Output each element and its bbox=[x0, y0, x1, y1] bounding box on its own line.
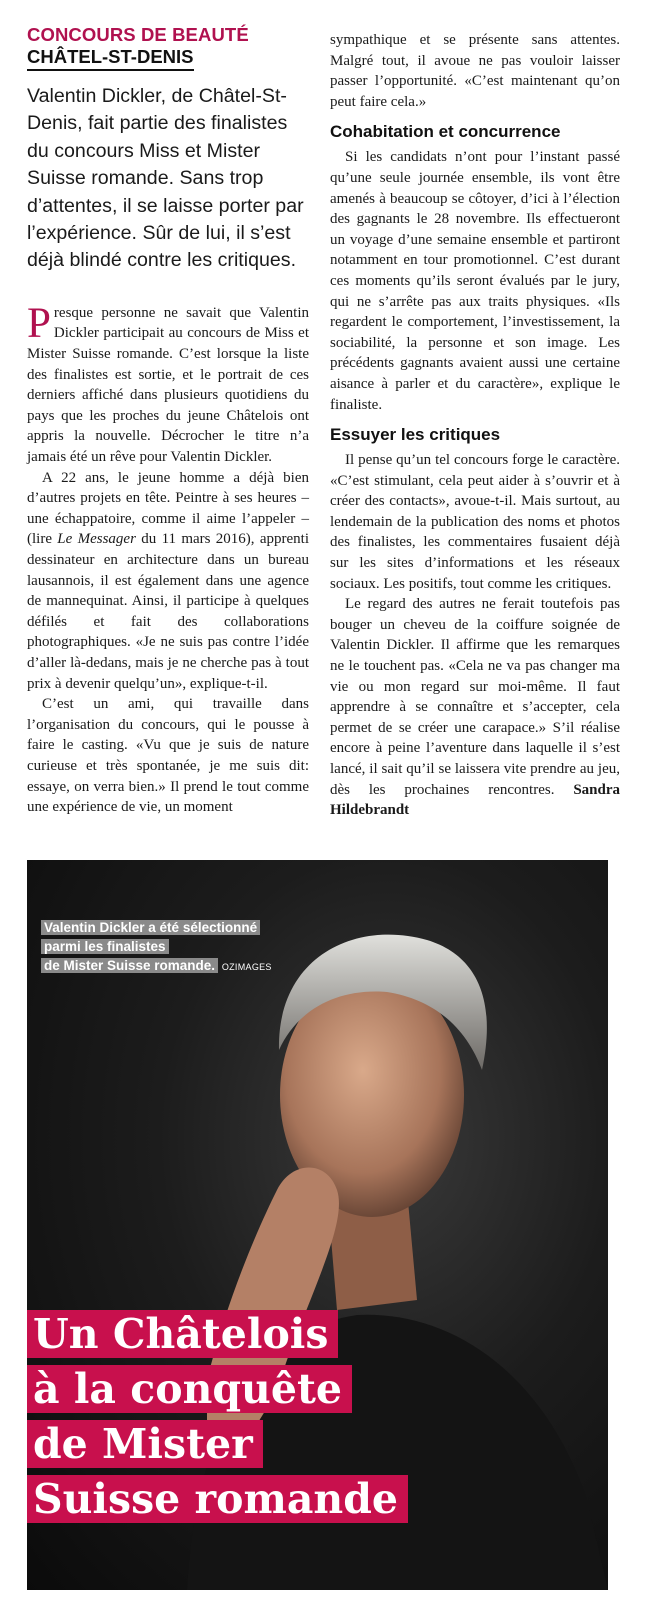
drop-cap: P bbox=[27, 299, 51, 347]
right-column bbox=[330, 0, 620, 821]
location-label: CHÂTEL-ST-DENIS bbox=[27, 46, 194, 71]
paragraph-4: Si les candidats n’ont pour l’instant passé qu’une seule journée ensemble, ils vont être amenés à beaucoup se côtoyer, d’ici à l’élection des gagnants le 28 novembre. Ils effectueront un voyage d’une semaine ensemble et partiront notamment en tour promotionnel. C’est durant ces moments qu’ils seront évalués par le jury, qui ne s’arrête pas aux traits physiques. «Ils regardent le comportement, l’investissement, la sociabilité, la personne et son image. Les précédents gagnants avaient aussi une certaine aisance à parler et du caractère», explique le finaliste. bbox=[330, 149, 620, 413]
article-body-right bbox=[330, 30, 620, 821]
paragraph-2: A 22 ans, le jeune homme a déjà bien d’autres projets en tête. Peintre à ses heures – une échappatoire, comme il aime l’appeler – (lire Le Messager du 11 mars 2016), apprenti dessinateur en architecture dans un bureau lausannois, il est également dans une agence de mannequinat. Ainsi, il participe à quelques défilés et fait des collaborations photographiques. «Je ne suis pas contre l’idée d’aller là-dedans, mais je ne cherche pas à tout prix à devenir quelqu’un», explique-t-il. bbox=[27, 469, 309, 692]
paragraph-6: Le regard des autres ne ferait toutefois pas bouger un cheveu de la coiffure soignée de Valentin Dickler. Il affirme que les remarques ne le touchent pas. «Cela ne va pas changer ma vie ou mon regard sur moi-même. Il faut apprendre à se connaître et s’accepter, cela permet de se créer une carapace.» S’il réalise encore à peine l’aventure dans laquelle il s’est lancé, il sait qu’il se laissera vite prendre au jeu, dès les prochaines rencontres. Sandra Hildebrandt bbox=[330, 596, 620, 819]
left-column bbox=[27, 0, 309, 818]
paragraph-5: Il pense qu’un tel concours forge le caractère. «C’est stimulant, cela peut aider à s’ouvrir et à créer des contacts», avoue-t-il. Mais surtout, au lendemain de la publication des noms et photos des finalistes, les commentaires fusaient déjà sur les sites d’informations et les réseaux sociaux. Les positifs, tout comme les critiques. bbox=[330, 452, 620, 592]
subheading-critiques: Essuyer les critiques bbox=[330, 425, 501, 445]
photo-credit: OZIMAGES bbox=[221, 962, 272, 972]
photo-caption: Valentin Dickler a été sélectionné parmi les finalistes de Mister Suisse romande. OZIMAGES bbox=[41, 918, 281, 977]
newspaper-name: Le Messager bbox=[57, 531, 136, 548]
author-byline: Sandra Hildebrandt bbox=[330, 781, 620, 819]
article-headline: Un Châtelois à la conquête de Mister Suisse romande bbox=[27, 1308, 587, 1528]
article-body-left bbox=[27, 299, 309, 818]
subheading-cohabitation: Cohabitation et concurrence bbox=[330, 122, 561, 142]
article-lead: Valentin Dickler, de Châtel-St-Denis, fait partie des finalistes du concours Miss et Mister Suisse romande. Sans trop d’attentes, il se laisse porter par l’expérience. Sûr de lui, il s’est déjà blindé contre les critiques. bbox=[27, 85, 304, 272]
paragraph-continued: sympathique et se présente sans attentes. Malgré tout, il avoue ne pas vouloir laisser passer l’opportunité. «C’est maintenant qu’on peut faire cela.» bbox=[330, 32, 620, 110]
paragraph-3: C’est un ami, qui travaille dans l’organisation du concours, qui le pousse à faire le casting. «Vu que je suis de nature curieuse et très spontanée, je me suis dit: essaye, on verra bien.» Il prend le tout comme une expérience de vie, un moment bbox=[27, 696, 309, 816]
portrait-photo bbox=[27, 860, 608, 1590]
rubric-kicker: CONCOURS DE BEAUTÉ bbox=[27, 24, 249, 45]
paragraph-1: Presque personne ne savait que Valentin Dickler participait au concours de Miss et Mister Suisse romande. C’est lorsque la liste des finalistes est sortie, et le portrait de ces derniers affiché dans plusieurs quotidiens du pays que les proches du jeune Châtelois ont appris la nouvelle. Décrocher le titre n’a jamais été un rêve pour Valentin Dickler. bbox=[27, 299, 309, 465]
